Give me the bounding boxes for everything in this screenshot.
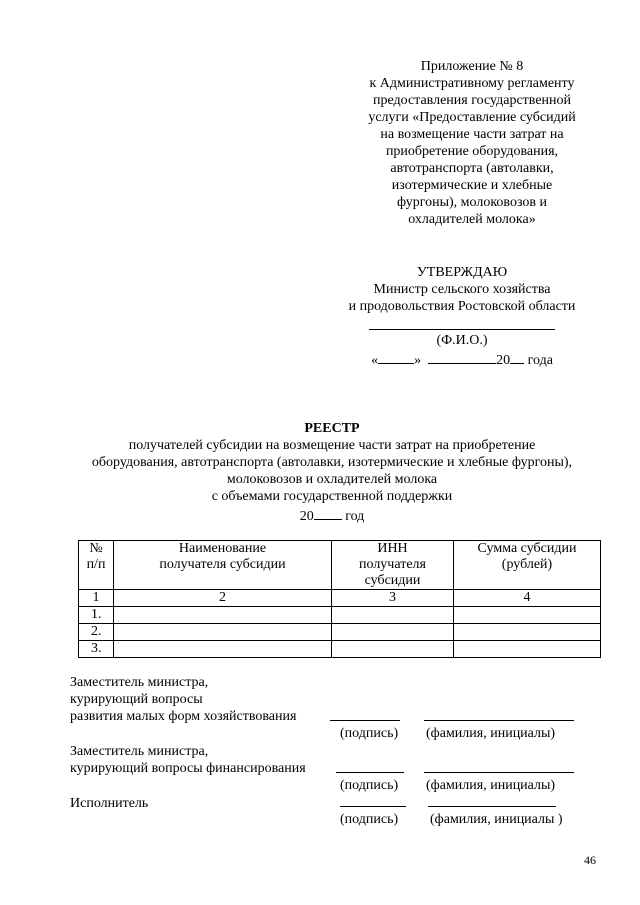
subsidy-amount-cell[interactable] (454, 607, 601, 624)
header-number: № п/п (79, 541, 114, 590)
approval-position: и продовольствия Ростовской области (348, 299, 576, 314)
registry-year-blank[interactable] (314, 505, 342, 520)
name-caption: (фамилия, инициалы) (426, 778, 556, 793)
column-number: 2 (114, 590, 332, 607)
signature-caption: (подпись) (340, 778, 399, 793)
date-month-blank[interactable] (428, 349, 496, 364)
fio-label: (Ф.И.О.) (436, 333, 488, 348)
name-caption: (фамилия, инициалы) (426, 726, 556, 741)
deputy1-name-line[interactable] (424, 720, 574, 721)
inn-cell[interactable] (332, 641, 454, 658)
table-row (79, 624, 601, 641)
name-caption: (фамилия, инициалы ) (430, 812, 563, 827)
header-subsidy-amount: Сумма субсидии (рублей) (454, 541, 601, 590)
deputy2-name-line[interactable] (424, 772, 574, 773)
registry-subtitle: получателей субсидии на возмещение части затрат на приобретение (128, 438, 536, 453)
appendix-line: Приложение № 8 (420, 59, 524, 74)
subsidy-amount-cell[interactable] (454, 624, 601, 641)
deputy1-signature-line[interactable] (330, 720, 400, 721)
appendix-line: к Административному регламенту (369, 76, 575, 91)
column-number: 1 (79, 590, 114, 607)
executor-name-line[interactable] (428, 806, 556, 807)
column-number: 4 (454, 590, 601, 607)
inn-cell[interactable] (332, 624, 454, 641)
appendix-line: услуги «Предоставление субсидий (368, 110, 576, 125)
appendix-line: автотранспорта (автолавки, (390, 161, 554, 176)
registry-subtitle: оборудования, автотранспорта (автолавки, изотермические и хлебные фургоны), (91, 455, 573, 470)
appendix-line: приобретение оборудования, (385, 144, 559, 159)
registry-year: 20 год (40, 505, 624, 525)
recipient-name-cell[interactable] (114, 641, 332, 658)
table-header-row (79, 541, 601, 590)
table-row (79, 607, 601, 624)
executor-signature-line[interactable] (340, 806, 406, 807)
registry-subtitle: с объемами государственной поддержки (211, 489, 453, 504)
executor-label: Исполнитель (70, 796, 149, 811)
table-row (79, 641, 601, 658)
appendix-line: предоставления государственной (372, 93, 572, 108)
subsidy-amount-cell[interactable] (454, 641, 601, 658)
registry-table (78, 540, 601, 658)
signature-caption: (подпись) (340, 812, 399, 827)
recipient-name-cell[interactable] (114, 624, 332, 641)
minister-signature-line[interactable] (369, 315, 555, 330)
date-day-blank[interactable] (378, 349, 414, 364)
header-recipient-name: Наименование получателя субсидии (114, 541, 332, 590)
inn-cell[interactable] (332, 607, 454, 624)
header-inn: ИНН получателя субсидии (332, 541, 454, 590)
row-number: 3. (79, 641, 114, 658)
registry-title: РЕЕСТР (304, 421, 360, 436)
approval-date: « » 20 года (330, 349, 594, 369)
column-number-row (79, 590, 601, 607)
appendix-line: охладителей молока» (408, 212, 536, 227)
page-number: 46 (584, 853, 596, 867)
deputy1-position: Заместитель министра, курирующий вопросы развития малых форм хозяйствования (70, 675, 297, 724)
deputy2-signature-line[interactable] (336, 772, 404, 773)
appendix-line: фургоны), молоковозов и (397, 195, 547, 210)
approval-title: УТВЕРЖДАЮ (416, 265, 508, 280)
appendix-line: на возмещение части затрат на (380, 127, 564, 142)
recipient-name-cell[interactable] (114, 607, 332, 624)
row-number: 2. (79, 624, 114, 641)
registry-subtitle: молоковозов и охладителей молока (226, 472, 438, 487)
appendix-line: изотермические и хлебные (391, 178, 553, 193)
deputy2-position: Заместитель министра, курирующий вопросы финансирования (70, 744, 306, 776)
approval-position: Министр сельского хозяйства (373, 282, 551, 297)
appendix-header (340, 58, 604, 228)
column-number: 3 (332, 590, 454, 607)
date-year-blank[interactable] (510, 349, 524, 364)
approval-block (330, 264, 594, 369)
signature-caption: (подпись) (340, 726, 399, 741)
registry-heading (40, 420, 624, 525)
row-number: 1. (79, 607, 114, 624)
